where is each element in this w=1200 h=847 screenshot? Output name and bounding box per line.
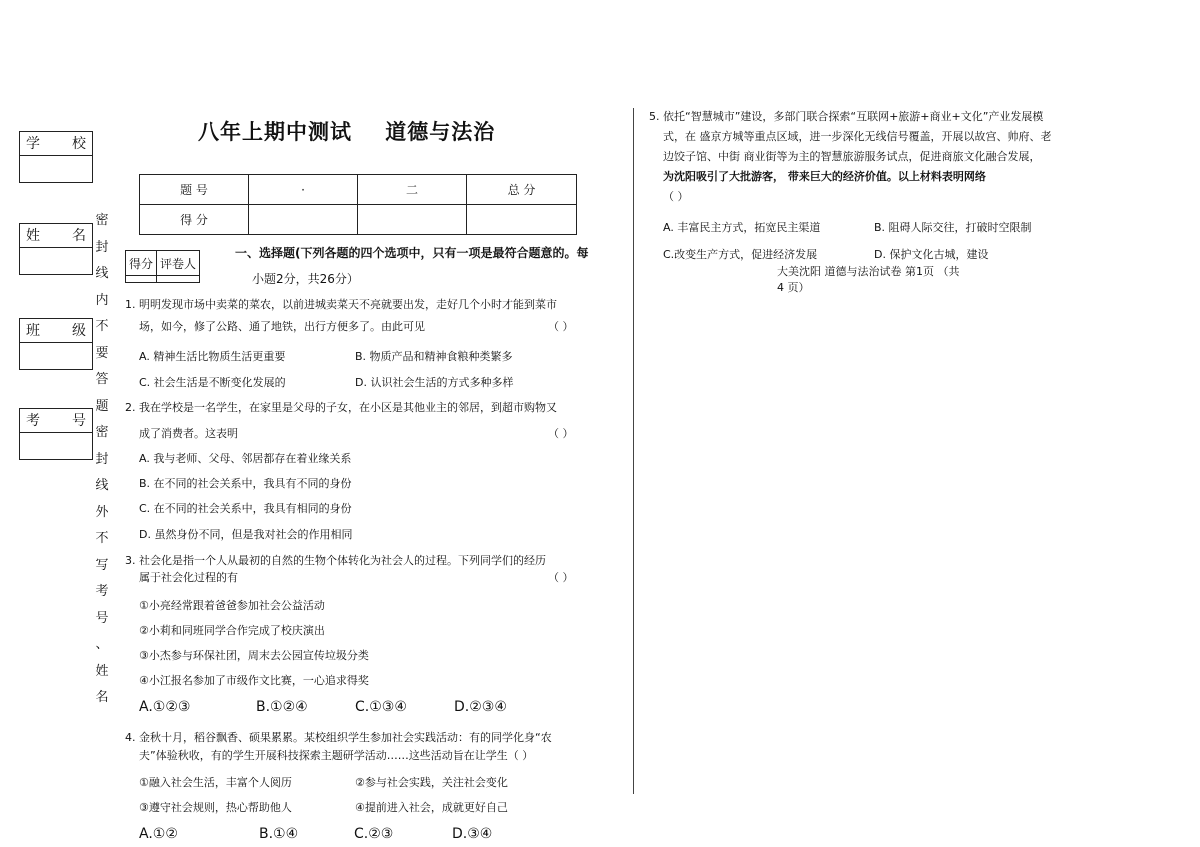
q5-stem: 5. 依托“智慧城市”建设，多部门联合探索“互联网+旅游+商业+文化”产业发展模 xyxy=(649,110,1044,123)
q1-stem: 1. 明明发现市场中卖菜的菜农，以前进城卖菜天不亮就要出发，走好几个小时才能到菜市 xyxy=(125,298,557,311)
binding-char: 要 xyxy=(95,345,109,361)
q2-option-a[interactable]: A. 我与老师、父母、邻居都存在着业缘关系 xyxy=(139,452,352,465)
name-field[interactable] xyxy=(20,248,92,274)
score-table xyxy=(139,174,577,235)
q2-option-d[interactable]: D. 虽然身份不同，但是我对社会的作用相同 xyxy=(139,528,353,541)
q3-option-c[interactable]: C.①③④ xyxy=(355,699,407,715)
binding-char: 、 xyxy=(95,637,109,652)
exam-number-label-a: 考 xyxy=(26,413,40,429)
q3-item-3: ③小杰参与环保社团，周末去公园宣传垃圾分类 xyxy=(139,649,369,662)
score-row-label: 得 分 xyxy=(140,205,249,235)
q4-item-1: ①融入社会生活，丰富个人阅历 xyxy=(139,776,292,789)
class-label-a: 班 xyxy=(26,323,40,339)
q4-item-2: ②参与社会实践，关注社会变化 xyxy=(355,776,508,789)
grader-reviewer-cell[interactable] xyxy=(157,276,200,283)
binding-line-text xyxy=(95,208,109,712)
q3-option-b[interactable]: B.①②④ xyxy=(256,699,308,715)
q5-option-d[interactable]: D. 保护文化古城，建设 xyxy=(874,248,989,261)
q3-answer-paren[interactable]: （ ） xyxy=(548,571,574,584)
score-cell[interactable] xyxy=(467,205,577,235)
class-box xyxy=(19,318,93,370)
score-cell[interactable] xyxy=(358,205,467,235)
grader-score-label: 得分 xyxy=(126,251,157,276)
section1-heading: 一、选择题(下列各题的四个选项中，只有一项是最符合题意的。每 xyxy=(235,246,589,260)
school-field[interactable] xyxy=(20,156,92,182)
binding-char: 密 xyxy=(95,213,109,228)
binding-char: 写 xyxy=(95,557,109,573)
q5-option-c[interactable]: C.改变生产方式，促进经济发展 xyxy=(663,248,818,261)
q3-item-2: ②小莉和同班同学合作完成了校庆演出 xyxy=(139,624,325,637)
q4-item-4: ④提前进入社会，成就更好自己 xyxy=(355,801,508,814)
q5-stem-line3: 边饺子馆、中街 商业街等为主的智慧旅游服务试点，促进商旅文化融合发展， xyxy=(663,150,1041,163)
q2-stem: 2. 我在学校是一名学生，在家里是父母的子女，在小区是其他业主的邻居，到超市购物又 xyxy=(125,401,557,414)
column-divider xyxy=(633,108,634,794)
grader-box xyxy=(125,250,200,283)
q1-option-a[interactable]: A. 精神生活比物质生活更重要 xyxy=(139,350,286,363)
q3-option-a[interactable]: A.①②③ xyxy=(139,699,191,715)
q2-stem-line2: 成了消费者。这表明 xyxy=(139,427,238,440)
q2-option-b[interactable]: B. 在不同的社会关系中，我具有不同的身份 xyxy=(139,477,352,490)
binding-char: 题 xyxy=(95,398,109,414)
binding-char: 考 xyxy=(95,584,109,599)
exam-number-field[interactable] xyxy=(20,433,92,459)
binding-char: 名 xyxy=(95,690,109,705)
name-box xyxy=(19,223,93,275)
q5-option-b[interactable]: B. 阻碍人际交往，打破时空限制 xyxy=(874,221,1032,234)
score-header-part2: 二 xyxy=(358,175,467,205)
binding-char: 线 xyxy=(95,478,109,493)
binding-char: 线 xyxy=(95,266,109,281)
binding-char: 姓 xyxy=(95,663,109,679)
binding-char: 密 xyxy=(95,425,109,440)
binding-char: 答 xyxy=(95,372,109,387)
q4-stem-line2: 夫”体验秋收，有的学生开展科技探索主题研学活动……这些活动旨在让学生（ ） xyxy=(139,749,534,762)
exam-number-label-b: 号 xyxy=(72,413,86,429)
name-label-b: 名 xyxy=(72,228,86,244)
score-cell[interactable] xyxy=(249,205,358,235)
q5-stem-line2: 式，在 盛京方城等重点区域，进一步深化无线信号覆盖，开展以故宫、帅府、老 xyxy=(663,130,1052,143)
binding-char: 外 xyxy=(95,504,109,520)
exam-number-box xyxy=(19,408,93,460)
q4-option-d[interactable]: D.③④ xyxy=(452,826,493,842)
school-box xyxy=(19,131,93,183)
binding-char: 不 xyxy=(95,531,109,546)
q4-stem: 4. 金秋十月，稻谷飘香、硕果累累。某校组织学生参加社会实践活动：有的同学化身“农 xyxy=(125,731,552,744)
grader-reviewer-label: 评卷人 xyxy=(157,251,200,276)
school-label-b: 校 xyxy=(72,136,86,152)
binding-char: 封 xyxy=(95,451,109,467)
score-header-part1: · xyxy=(249,175,358,205)
q3-stem: 3. 社会化是指一个人从最初的自然的生物个体转化为社会人的过程。下列同学们的经历 xyxy=(125,554,546,567)
page-title: 八年上期中测试 道德与法治 xyxy=(198,120,496,144)
q3-item-4: ④小江报名参加了市级作文比赛，一心追求得奖 xyxy=(139,674,369,687)
section1-heading-line2: 小题2分，共26分） xyxy=(252,272,359,286)
page-footer-line2: 4 页） xyxy=(777,281,810,294)
score-header-total: 总 分 xyxy=(467,175,577,205)
q4-item-3: ③遵守社会规则，热心帮助他人 xyxy=(139,801,292,814)
q3-stem-line2: 属于社会化过程的有 xyxy=(139,571,238,584)
q1-answer-paren[interactable]: （ ） xyxy=(548,320,574,333)
q5-option-a[interactable]: A. 丰富民主方式，拓宽民主渠道 xyxy=(663,221,821,234)
binding-char: 内 xyxy=(95,292,109,308)
q4-option-a[interactable]: A.①② xyxy=(139,826,178,842)
q3-option-d[interactable]: D.②③④ xyxy=(454,699,507,715)
q5-answer-paren[interactable]: （ ） xyxy=(663,190,689,203)
class-label-b: 级 xyxy=(72,323,86,339)
binding-char: 号 xyxy=(95,610,109,626)
q1-option-c[interactable]: C. 社会生活是不断变化发展的 xyxy=(139,376,286,389)
class-field[interactable] xyxy=(20,343,92,369)
page-footer: 大美沈阳 道德与法治试卷 第1页 （共 xyxy=(777,265,960,278)
name-label-a: 姓 xyxy=(26,228,40,244)
q3-item-1: ①小亮经常跟着爸爸参加社会公益活动 xyxy=(139,599,325,612)
q1-stem-line2: 场，如今，修了公路、通了地铁，出行方便多了。由此可见 xyxy=(139,320,425,333)
q1-option-b[interactable]: B. 物质产品和精神食粮种类繁多 xyxy=(355,350,513,363)
q2-option-c[interactable]: C. 在不同的社会关系中，我具有相同的身份 xyxy=(139,502,352,515)
school-label-a: 学 xyxy=(26,136,40,152)
binding-char: 不 xyxy=(95,319,109,334)
q5-stem-line4: 为沈阳吸引了大批游客， 带来巨大的经济价值。以上材料表明网络 xyxy=(663,170,986,183)
score-header-question: 题 号 xyxy=(140,175,249,205)
q2-answer-paren[interactable]: （ ） xyxy=(548,427,574,440)
binding-char: 封 xyxy=(95,239,109,255)
q4-option-b[interactable]: B.①④ xyxy=(259,826,299,842)
grader-score-cell[interactable] xyxy=(126,276,157,283)
q4-option-c[interactable]: C.②③ xyxy=(354,826,394,842)
q1-option-d[interactable]: D. 认识社会生活的方式多种多样 xyxy=(355,376,514,389)
